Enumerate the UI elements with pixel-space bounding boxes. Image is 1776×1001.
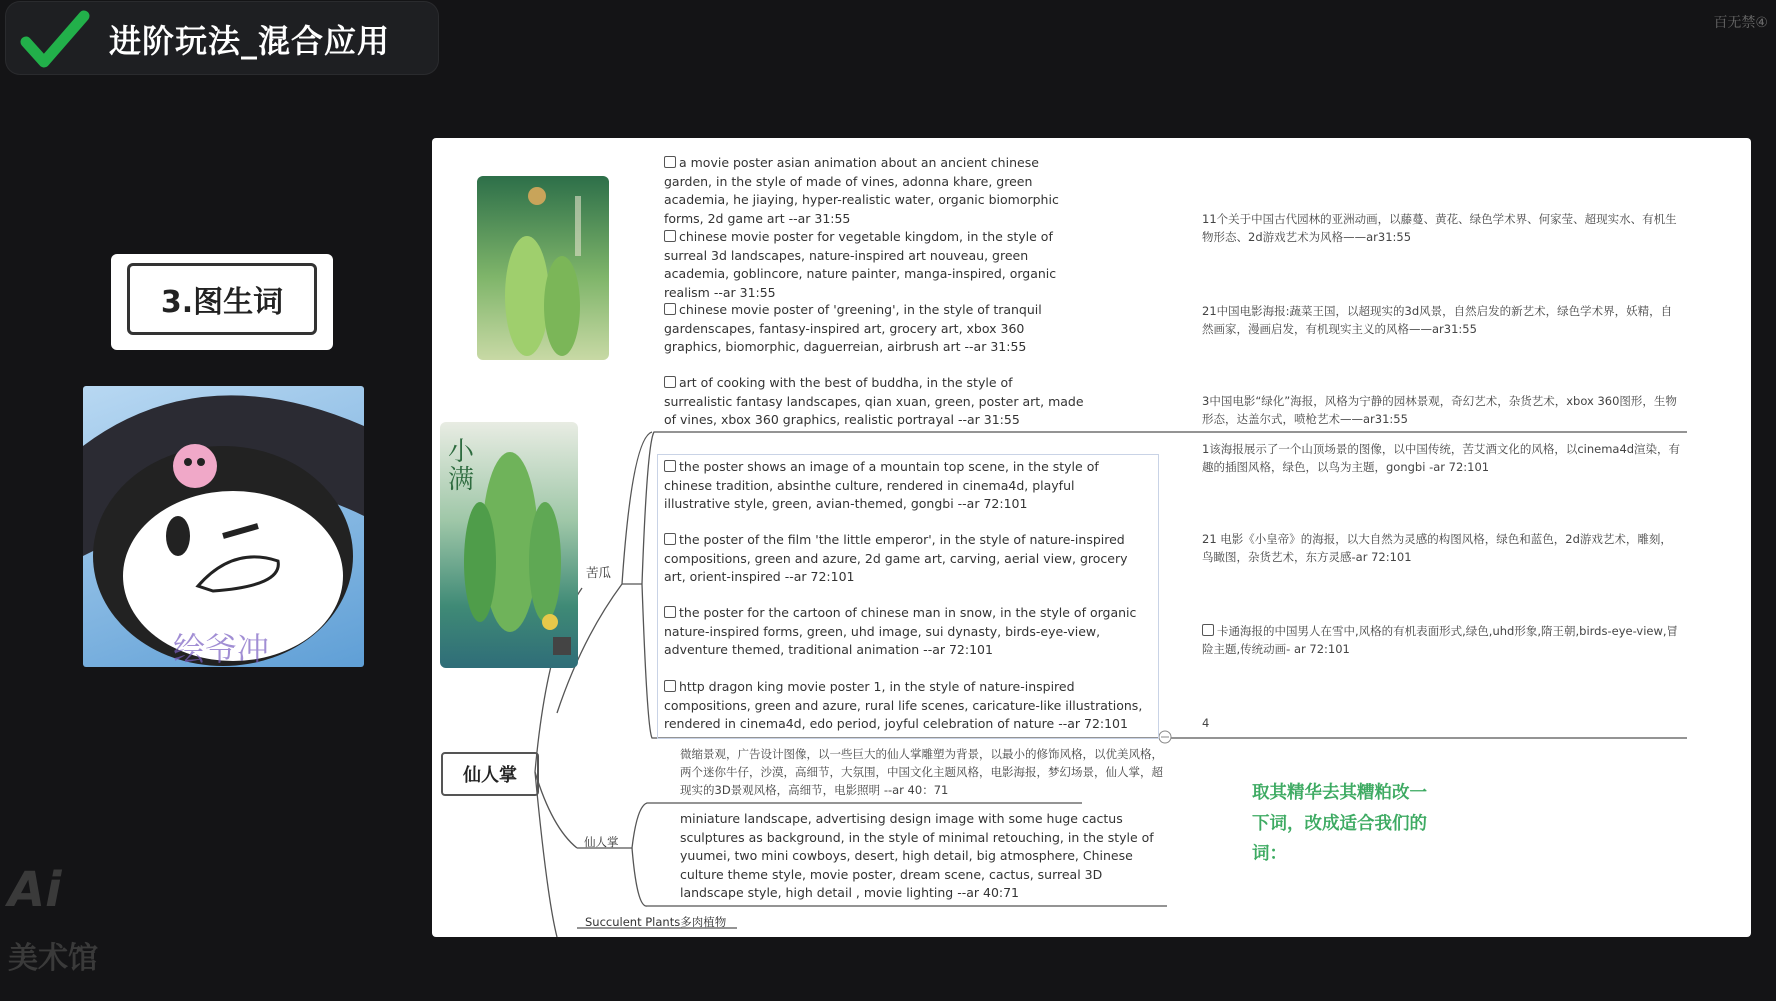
- branch-bitter-melon[interactable]: 苦瓜: [586, 565, 612, 580]
- prompt-item: http dragon king movie poster 1, in the style of nature-inspired compositions, green and azure, rural life scenes, caricature-like illustrations, rendered in cinema4d, edo period, joyful celebration of nature --ar 72:101: [664, 679, 1143, 731]
- watermark: 百无禁④: [1713, 15, 1768, 31]
- poster-image-1: [477, 176, 609, 360]
- checkbox-icon: [664, 533, 676, 545]
- translation-item: 卡通海报的中国男人在雪中,风格的有机表面形式,绿色,uhd形象,隋王朝,birds-eye-view,冒险主题,传统动画- ar 72:101: [1202, 624, 1679, 656]
- prompt-item: the poster for the cartoon of chinese man in snow, in the style of organic nature-inspired forms, green, uhd image, sui dynasty, birds-eye-view, adventure themed, traditional animation --ar 72:101: [664, 605, 1137, 657]
- translation-item: 21中国电影海报:蔬菜王国，以超现实的3d风景，自然启发的新艺术，绿色学术界，妖精，自然画家，漫画启发，有机现实主义的风格——ar31:55: [1202, 304, 1673, 336]
- prompt-item: chinese movie poster of 'greening', in the style of tranquil gardenscapes, fantasy-inspired art, grocery art, xbox 360 graphics, biomorphic, daguerreian, airbrush art --ar 31:55: [664, 302, 1042, 354]
- checkbox-icon: [664, 156, 676, 168]
- checkbox-icon: [664, 376, 676, 388]
- title-bar: [6, 2, 438, 74]
- count-label: 4: [1202, 716, 1210, 730]
- prompt-item: chinese movie poster for vegetable kingdom, in the style of surreal 3d landscapes, nature-inspired art nouveau, green academia, goblincore, nature painter, manga-inspired, organic realism --ar 31:55: [664, 229, 1057, 300]
- cactus-prompt: miniature landscape, advertising design image with some huge cactus sculptures as background, in the style of minimal retouching, in the style of yuumei, two mini cowboys, desert, high detail, big atmosphere, Chinese culture theme style, movie poster, dream scene, cactus, surreal 3D landscape style, high detail , movie lighting --ar 40:71: [680, 811, 1154, 900]
- svg-text:满: 满: [448, 465, 475, 495]
- step-label: 3.图生词: [127, 263, 317, 335]
- green-note: 取其精华去其糟粕改一下词，改成适合我们的词：: [1252, 783, 1427, 864]
- logo-subtitle: 美术馆: [8, 941, 98, 976]
- step-card: [111, 254, 333, 350]
- bitter-melon-poster-art: [440, 422, 578, 668]
- checkbox-icon: [664, 606, 676, 618]
- mindmap-panel: [432, 138, 1751, 937]
- checkbox-icon: [1202, 624, 1214, 636]
- translation-item: 3中国电影“绿化”海报，风格为宁静的园林景观，奇幻艺术，杂货艺术，xbox 360图形，生物形态，达盖尔式，喷枪艺术——ar31:55: [1202, 394, 1677, 426]
- branch-cactus-node[interactable]: 仙人掌: [441, 752, 539, 796]
- vegetable-poster-art: [477, 176, 609, 360]
- prompt-item: a movie poster asian animation about an ancient chinese garden, in the style of made of vines, adonna khare, green academia, he jiaying, hyper-realistic water, organic biomorphic forms, 2d game art --ar 31:55: [664, 155, 1059, 226]
- avatar-caption: 绘爷冲: [173, 630, 270, 667]
- svg-text:小: 小: [448, 437, 475, 467]
- checkbox-icon: [664, 460, 676, 472]
- prompt-item: the poster of the film 'the little emperor', in the style of nature-inspired compositions, green and azure, 2d game art, carving, aerial view, grocery art, orient-inspired --ar 72:101: [664, 532, 1128, 584]
- branch-succulent[interactable]: Succulent Plants多肉植物: [585, 915, 727, 929]
- poster-image-2: [440, 422, 578, 668]
- translation-item: 1该海报展示了一个山顶场景的图像，以中国传统，苦艾酒文化的风格，以cinema4d渲染，有趣的插图风格，绿色，以鸟为主题，gongbi -ar 72:101: [1202, 442, 1681, 474]
- prompt-item: art of cooking with the best of buddha, in the style of surrealistic fantasy landscapes, qian xuan, green, poster art, made of vines, xbox 360 graphics, realistic portrayal --ar 31:55: [664, 375, 1084, 427]
- checkbox-icon: [664, 680, 676, 692]
- translation-item: 11个关于中国古代园林的亚洲动画，以藤蔓、黄花、绿色学术界、何家莹、超现实水、有机生物形态、2d游戏艺术为风格——ar31:55: [1202, 212, 1677, 244]
- checkmark-icon: [20, 10, 90, 70]
- cactus-translation: 微缩景观，广告设计图像，以一些巨大的仙人掌雕塑为背景，以最小的修饰风格，以优美风格，两个迷你牛仔，沙漠，高细节，大氛围，中国文化主题风格，电影海报，梦幻场景，仙人掌，超现实的3D景观风格，高细节，电影照明 --ar 40：71: [680, 747, 1163, 797]
- page-title: 进阶玩法_混合应用: [109, 22, 391, 60]
- logo: Ai: [8, 862, 62, 918]
- avatar: [83, 386, 364, 667]
- checkbox-icon: [664, 303, 676, 315]
- prompt-item: the poster shows an image of a mountain top scene, in the style of chinese tradition, absinthe culture, rendered in cinema4d, playful illustrative style, green, avian-themed, gongbi --ar 72:101: [664, 459, 1099, 511]
- translation-item: 21 电影《小皇帝》的海报，以大自然为灵感的构图风格，绿色和蓝色，2d游戏艺术，雕刻，鸟瞰图，杂货艺术，东方灵感-ar 72:101: [1202, 532, 1672, 564]
- checkbox-icon: [664, 230, 676, 242]
- branch-cactus-small[interactable]: 仙人掌: [584, 835, 619, 849]
